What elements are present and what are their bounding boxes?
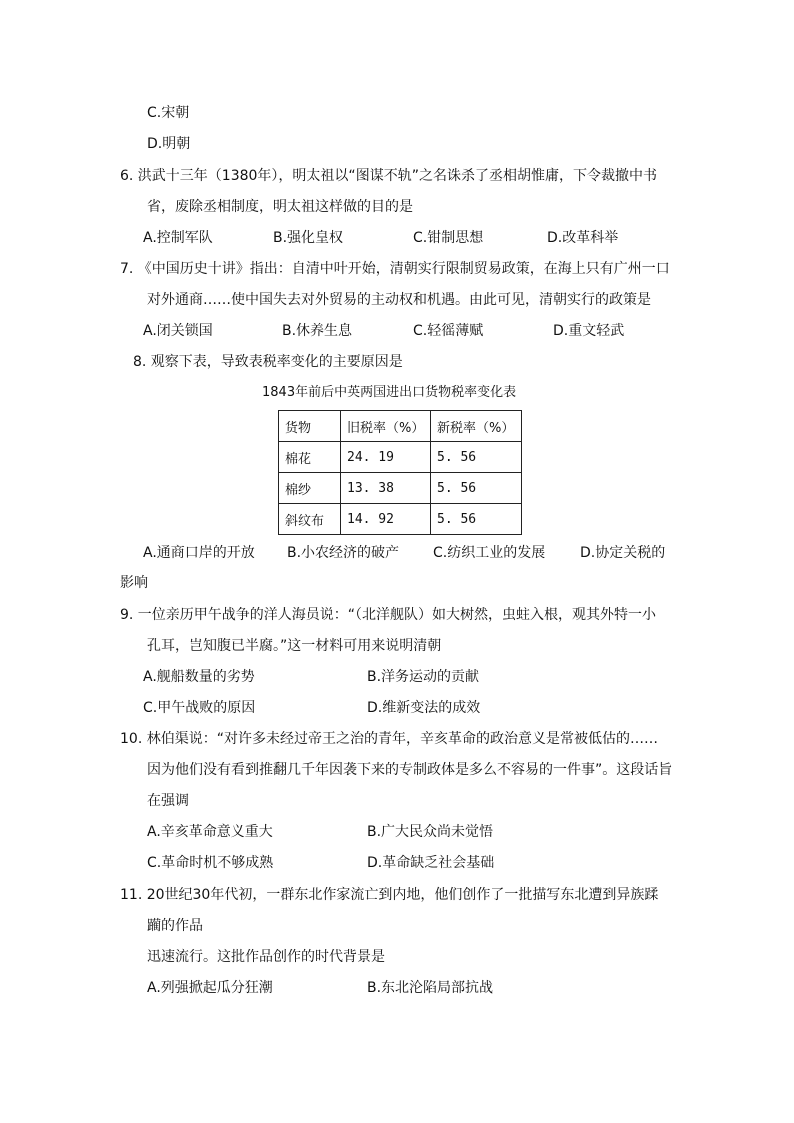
table-cell: 5. 56 [431, 504, 522, 535]
question-9-option-d: D.维新变法的成效 [367, 700, 481, 716]
question-10-text-cont: 因为他们没有看到推翻几千年因袭下来的专制政体是多么不容易的一件事”。这段话旨 [147, 762, 673, 778]
table-cell: 棉花 [279, 442, 341, 473]
question-6-text: 6. 洪武十三年（1380年），明太祖以“图谋不轨”之名诛杀了丞相胡惟庸，下令裁撤中书 [120, 168, 657, 184]
question-10-option-c: C.革命时机不够成熟 [147, 855, 274, 871]
table-header-row [279, 411, 522, 442]
question-7-text: 7. 《中国历史十讲》指出：自清中叶开始，清朝实行限制贸易政策，在海上只有广州一口 [120, 261, 670, 277]
option-d: D.明朝 [147, 136, 191, 152]
table-cell: 14. 92 [341, 504, 431, 535]
question-9-option-a: A.舰船数量的劣势 [143, 669, 255, 685]
question-8-option-d: D.协定关税的 [580, 545, 666, 561]
question-10-text: 10. 林伯渠说：“对许多未经过帝王之治的青年，辛亥革命的政治意义是常被低估的…… [120, 731, 658, 747]
table-header-cell: 旧税率（%） [341, 411, 431, 442]
table-cell: 棉纱 [279, 473, 341, 504]
question-9-option-b: B.洋务运动的贡献 [367, 669, 480, 685]
question-9-option-c: C.甲午战败的原因 [143, 700, 256, 716]
table-cell: 5. 56 [431, 473, 522, 504]
table-caption: 1843年前后中英两国进出口货物税率变化表 [262, 385, 517, 400]
question-10-option-a: A.辛亥革命意义重大 [147, 824, 273, 840]
question-6-option-d: D.改革科举 [547, 230, 619, 246]
question-8-option-b: B.小农经济的破产 [287, 545, 400, 561]
option-c: C.宋朝 [147, 105, 190, 121]
question-11-text-cont: 躏的作品 [147, 918, 203, 934]
question-8-option-d-cont: 影响 [120, 575, 148, 591]
question-7-text-cont: 对外通商……使中国失去对外贸易的主动权和机遇。由此可见，清朝实行的政策是 [147, 292, 651, 308]
question-7-option-a: A.闭关锁国 [143, 323, 213, 339]
question-8-option-a: A.通商口岸的开放 [143, 545, 255, 561]
question-10-text-cont2: 在强调 [147, 793, 189, 809]
tax-rate-table [278, 410, 522, 535]
question-11-option-b: B.东北沦陷局部抗战 [367, 980, 494, 996]
question-8-option-c: C.纺织工业的发展 [433, 545, 546, 561]
question-11-text-cont2: 迅速流行。这批作品创作的时代背景是 [147, 949, 385, 965]
question-11-text: 11. 20世纪30年代初，一群东北作家流亡到内地，他们创作了一批描写东北遭到异族蹂 [120, 887, 659, 903]
table-cell: 24. 19 [341, 442, 431, 473]
table-cell: 13. 38 [341, 473, 431, 504]
question-10-option-d: D.革命缺乏社会基础 [367, 855, 495, 871]
table-header-cell: 货物 [279, 411, 341, 442]
table-header-cell: 新税率（%） [431, 411, 522, 442]
question-6-option-a: A.控制军队 [143, 230, 213, 246]
table-cell: 斜纹布 [279, 504, 341, 535]
question-7-option-c: C.轻徭薄赋 [413, 323, 484, 339]
question-7-option-d: D.重文轻武 [553, 323, 625, 339]
question-8-text: 8. 观察下表，导致表税率变化的主要原因是 [133, 354, 403, 370]
question-9-text: 9. 一位亲历甲午战争的洋人海员说：“（北洋舰队）如大树然，虫蛀入根，观其外特一小 [120, 607, 657, 623]
question-9-text-cont: 孔耳，岂知腹已半腐。”这一材料可用来说明清朝 [147, 638, 442, 654]
question-6-text-cont: 省，废除丞相制度，明太祖这样做的目的是 [147, 199, 413, 215]
table-cell: 5. 56 [431, 442, 522, 473]
question-6-option-c: C.钳制思想 [413, 230, 484, 246]
question-7-option-b: B.休养生息 [282, 323, 353, 339]
question-11-option-a: A.列强掀起瓜分狂潮 [147, 980, 273, 996]
table-row [279, 504, 522, 535]
table-row [279, 442, 522, 473]
question-10-option-b: B.广大民众尚未觉悟 [367, 824, 494, 840]
question-6-option-b: B.强化皇权 [273, 230, 344, 246]
table-row [279, 473, 522, 504]
